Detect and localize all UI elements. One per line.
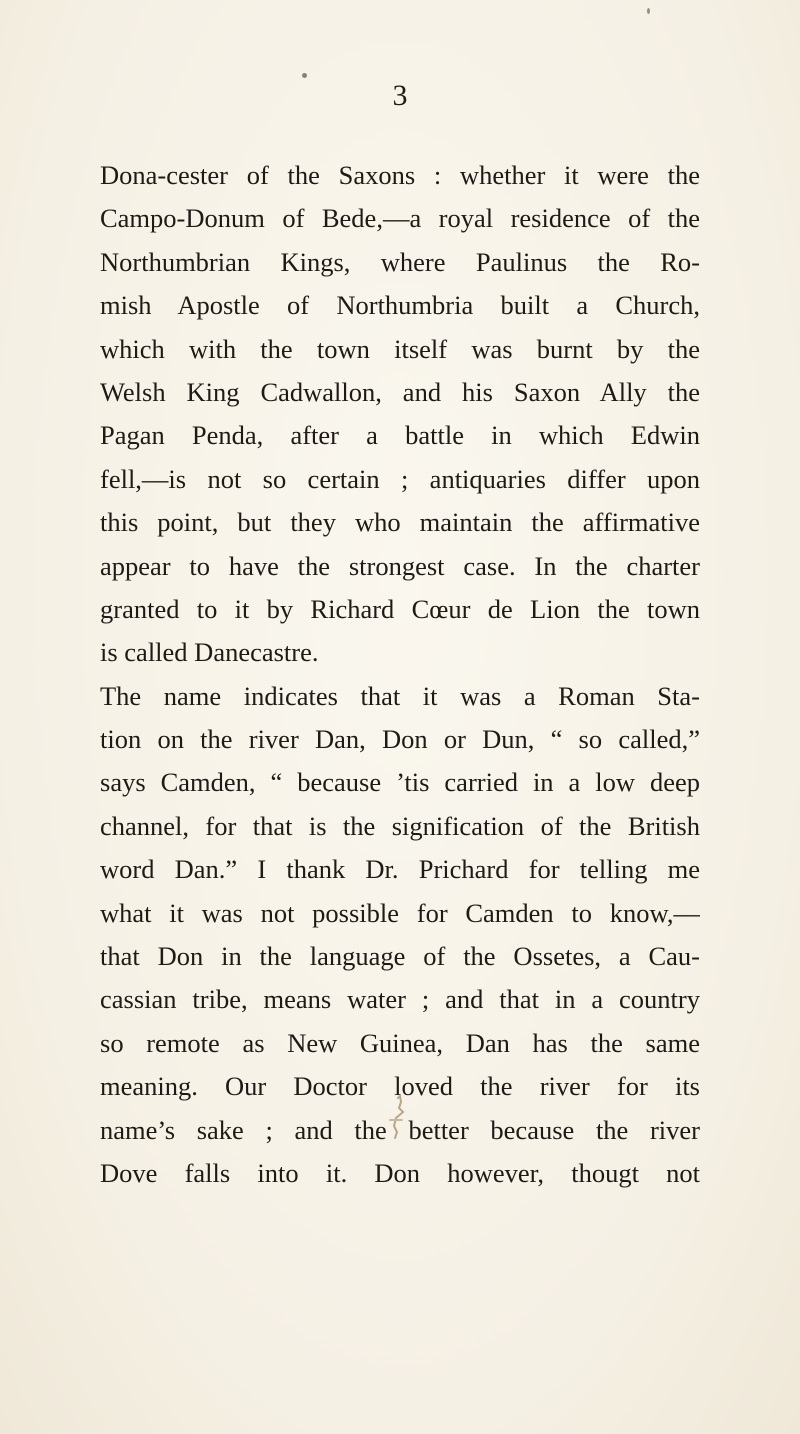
text-line: tion on the river Dan, Don or Dun, “ so called,” xyxy=(100,724,700,755)
body-text xyxy=(100,154,700,1195)
ink-speck xyxy=(647,8,650,14)
text-line: channel, for that is the signification of the British xyxy=(100,810,700,841)
text-line: mish Apostle of Northumbria built a Church, xyxy=(100,290,700,321)
text-line: granted to it by Richard Cœur de Lion the town xyxy=(100,593,700,624)
text-line: what it was not possible for Camden to know,— xyxy=(100,897,700,928)
text-line-paragraph-end: is called Danecastre. xyxy=(100,637,319,668)
text-line: that Don in the language of the Ossetes, a Cau- xyxy=(100,941,700,972)
text-line: Pagan Penda, after a battle in which Edwin xyxy=(100,420,700,451)
text-line: fell,—is not so certain ; antiquaries differ upon xyxy=(100,463,700,494)
text-line: meaning. Our Doctor loved the river for its xyxy=(100,1071,700,1102)
text-line: Welsh King Cadwallon, and his Saxon Ally the xyxy=(100,376,700,407)
text-line-paragraph-start: The name indicates that it was a Roman Sta- xyxy=(100,680,700,711)
text-line: this point, but they who maintain the affirmative xyxy=(100,507,700,538)
text-line: name’s sake ; and the better because the river xyxy=(100,1114,700,1145)
page-number: 3 xyxy=(392,79,408,112)
text-line: appear to have the strongest case. In the charter xyxy=(100,550,700,581)
text-line: so remote as New Guinea, Dan has the same xyxy=(100,1027,700,1058)
text-line: which with the town itself was burnt by the xyxy=(100,333,700,364)
ink-blot-mark xyxy=(376,1090,416,1140)
text-line: Dona-cester of the Saxons : whether it were the xyxy=(100,160,700,190)
text-line: word Dan.” I thank Dr. Prichard for telling me xyxy=(100,854,700,885)
text-line: Campo-Donum of Bede,—a royal residence of the xyxy=(100,203,700,234)
text-line: Dove falls into it. Don however, thougt not xyxy=(100,1157,700,1188)
text-line: says Camden, “ because ’tis carried in a low deep xyxy=(100,767,700,798)
text-line: Northumbrian Kings, where Paulinus the Ro- xyxy=(100,246,700,277)
text-line: cassian tribe, means water ; and that in a country xyxy=(100,984,700,1015)
